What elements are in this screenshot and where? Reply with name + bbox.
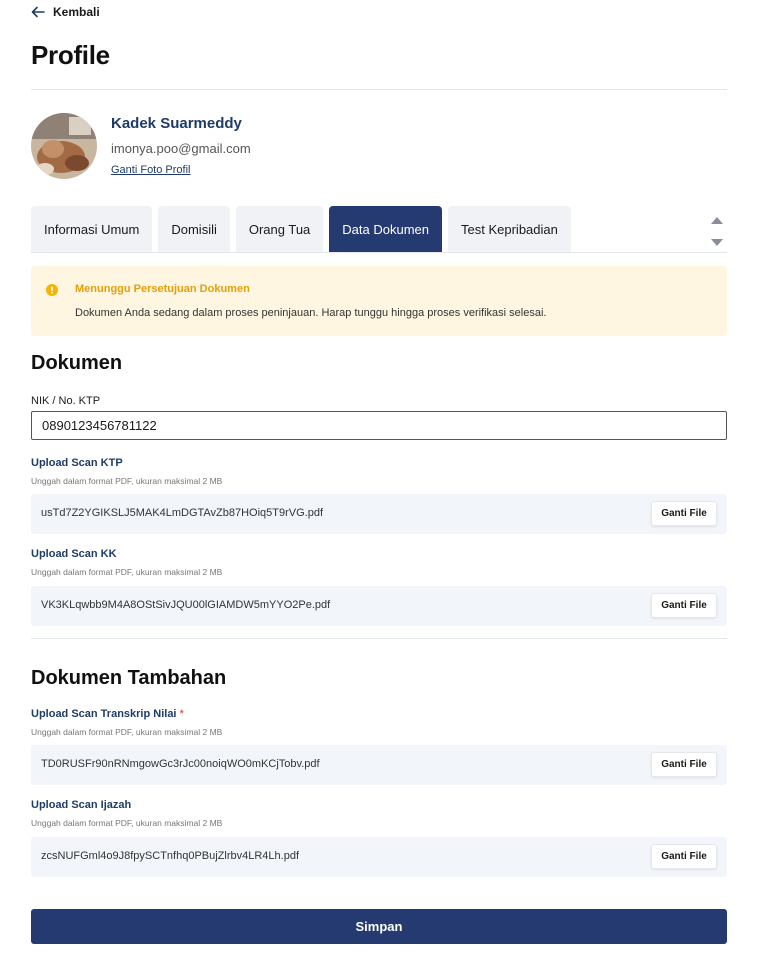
kk-file-name: VK3KLqwbb9M4A8OStSivJQU00lGIAMDW5mYYO2Pe.pdf	[41, 599, 331, 611]
kk-change-file-button[interactable]: Ganti File	[651, 593, 717, 618]
transkrip-change-file-button[interactable]: Ganti File	[651, 752, 717, 777]
nik-label: NIK / No. KTP	[31, 395, 101, 407]
back-label: Kembali	[53, 5, 100, 19]
chevron-down-icon[interactable]	[710, 235, 724, 245]
chevron-up-icon[interactable]	[710, 212, 724, 222]
ktp-upload-label: Upload Scan KTP	[31, 457, 123, 469]
required-mark: *	[179, 708, 184, 720]
tab-test-kepribadian[interactable]: Test Kepribadian	[448, 206, 571, 252]
ijazah-upload-hint: Unggah dalam format PDF, ukuran maksimal 2 MB	[31, 818, 223, 828]
ijazah-upload-label: Upload Scan Ijazah	[31, 799, 132, 811]
tab-data-dokumen[interactable]: Data Dokumen	[329, 206, 442, 252]
ijazah-change-file-button[interactable]: Ganti File	[651, 844, 717, 869]
avatar	[31, 113, 97, 179]
tabs-divider	[31, 252, 727, 253]
document-status-alert	[31, 266, 727, 336]
additional-section-title: Dokumen Tambahan	[31, 667, 227, 689]
transkrip-file-row	[31, 745, 727, 785]
header-divider	[31, 89, 727, 90]
ktp-change-file-button[interactable]: Ganti File	[651, 501, 717, 526]
kk-upload-label: Upload Scan KK	[31, 548, 117, 560]
nik-input[interactable]	[31, 411, 727, 440]
profile-tabs	[31, 206, 571, 252]
arrow-left-icon	[31, 6, 45, 18]
alert-message: Dokumen Anda sedang dalam proses peninjauan. Harap tunggu hingga proses verifikasi selesai.	[75, 307, 547, 319]
profile-name: Kadek Suarmeddy	[111, 115, 242, 132]
transkrip-file-name: TD0RUSFr90nRNmgowGc3rJc00noiqWO0mKCjTobv.pdf	[41, 758, 320, 770]
documents-section-title: Dokumen	[31, 352, 123, 374]
ktp-file-row	[31, 494, 727, 534]
ijazah-file-row	[31, 837, 727, 877]
page-title: Profile	[31, 40, 110, 70]
transkrip-label-text: Upload Scan Transkrip Nilai	[31, 708, 177, 720]
ktp-upload-hint: Unggah dalam format PDF, ukuran maksimal 2 MB	[31, 476, 223, 486]
save-button[interactable]: Simpan	[31, 909, 727, 944]
kk-upload-hint: Unggah dalam format PDF, ukuran maksimal 2 MB	[31, 567, 223, 577]
section-divider	[31, 638, 727, 639]
alert-title: Menunggu Persetujuan Dokumen	[75, 283, 250, 295]
ijazah-file-name: zcsNUFGml4o9J8fpySCTnfhq0PBujZlrbv4LR4Lh.pdf	[41, 850, 300, 862]
warning-circle-icon	[46, 283, 58, 295]
transkrip-upload-label	[31, 708, 184, 720]
kk-file-row	[31, 586, 727, 626]
tab-informasi-umum[interactable]: Informasi Umum	[31, 206, 152, 252]
transkrip-upload-hint: Unggah dalam format PDF, ukuran maksimal 2 MB	[31, 727, 223, 737]
tab-domisili[interactable]: Domisili	[158, 206, 230, 252]
tab-orang-tua[interactable]: Orang Tua	[236, 206, 323, 252]
ktp-file-name: usTd7Z2YGIKSLJ5MAK4LmDGTAvZb87HOiq5T9rVG.pdf	[41, 507, 324, 519]
profile-email: imonya.poo@gmail.com	[111, 141, 251, 156]
back-link[interactable]	[31, 5, 100, 19]
change-photo-link[interactable]: Ganti Foto Profil	[111, 164, 191, 176]
